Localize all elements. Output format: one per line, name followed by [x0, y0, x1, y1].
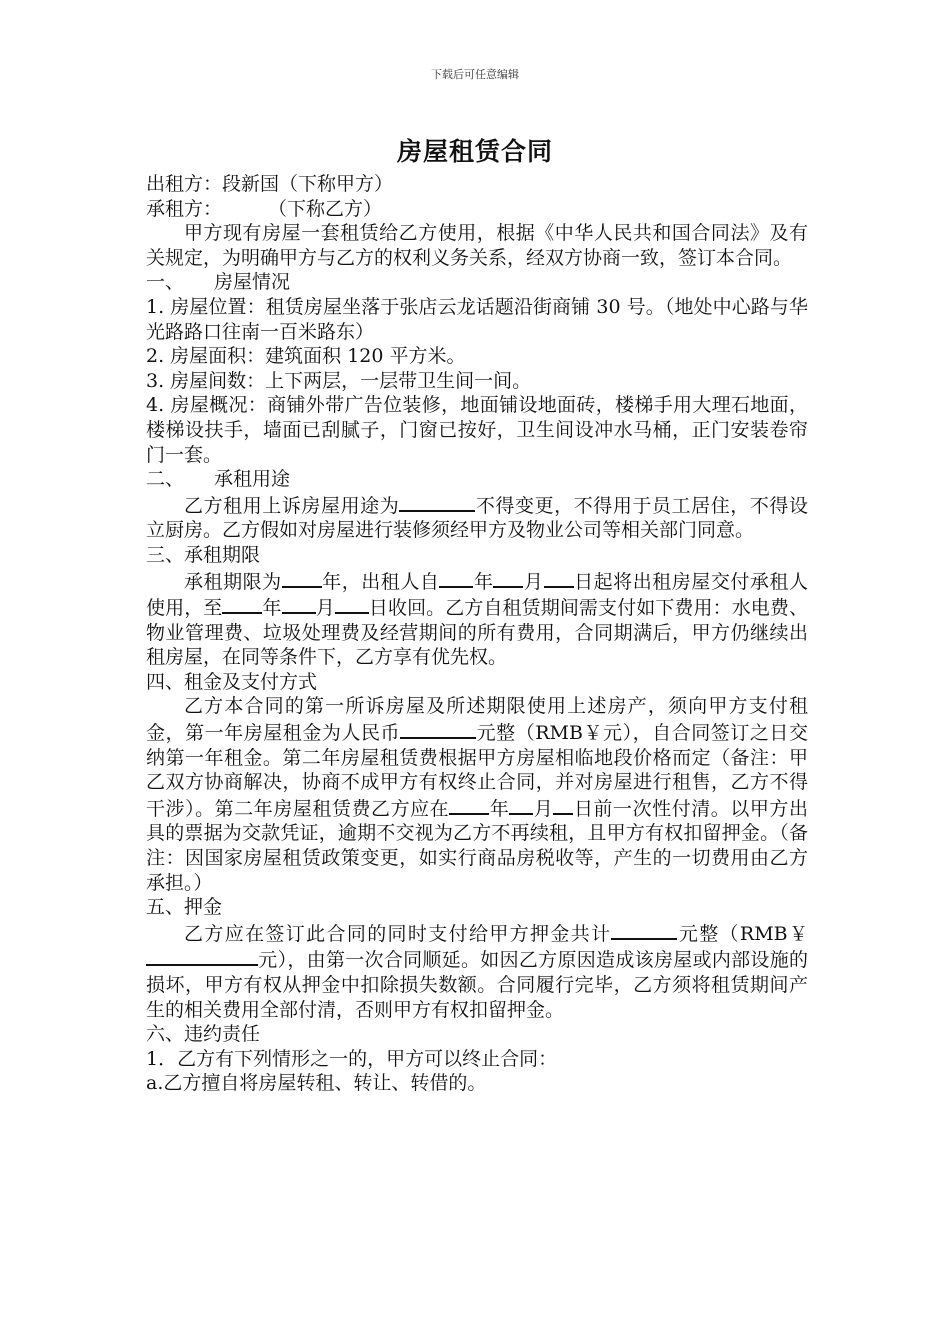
term-text-e: 日起将出租房屋交付承租人使用，至: [146, 570, 808, 620]
deposit-rmb-blank[interactable]: [146, 946, 258, 966]
header-note: 下载后可任意编辑: [431, 68, 519, 81]
lessor-line: 出租方：段新国（下称甲方）: [146, 173, 394, 195]
lessee-label: 承租方：: [146, 197, 223, 220]
section-4-heading: 四、租金及支付方式: [146, 670, 318, 693]
deposit-text-a: 乙方应在签订此合同的同时支付给甲方押金共计: [184, 922, 612, 945]
breach-item-1: 1．乙方有下列情形之一的，甲方可以终止合同：: [146, 1047, 558, 1070]
usage-text-b: 不得变更，不得用于员工居住，不得设立厨房。乙方假如对房屋进行装修须经甲方及物业公司等相关部门同意。: [146, 494, 808, 542]
end-month-blank[interactable]: [282, 594, 316, 614]
section-5-heading: 五、押金: [146, 896, 223, 919]
house-location: 1. 房屋位置：租赁房屋坐落于张店云龙话题沿街商铺 30 号。（地处中心路与华光路路口往南一百米路东）: [146, 295, 808, 343]
term-text-h: 日收回。乙方自租赁期间需支付如下费用：水电费、物业管理费、垃圾处理费及经营期间的所有费用，合同期满后，甲方仍继续出租房屋，在同等条件下，乙方享有优先权。: [146, 597, 808, 669]
house-area: 2. 房屋面积：建筑面积 120 平方米。: [146, 345, 466, 368]
term-text-g: 月: [315, 597, 335, 620]
section-1-heading: [146, 270, 808, 295]
term-text-b: 年，出租人自: [321, 570, 440, 593]
document-title: 房屋租赁合同: [396, 137, 553, 166]
section-1-title: 房屋情况: [214, 271, 291, 294]
rent-text-a: 乙方本合同的第一所诉房屋及所述期限使用上述房产，须向甲方支付租金，第一年房屋租金为人民币: [146, 695, 808, 745]
house-overview: 4. 房屋概况：商铺外带广告位装修，地面铺设地面砖，楼梯手用大理石地面，楼梯设扶手，墙面已刮腻子，门窗已按好，卫生间设冲水马桶，正门安装卷帘门一套。: [146, 394, 808, 466]
rent-text-d: 月: [533, 797, 554, 820]
section-6-heading: 六、违约责任: [146, 1023, 261, 1046]
section-2-heading: [146, 467, 808, 492]
deposit-text-b: 元整（RMB￥: [677, 922, 808, 945]
start-year-blank[interactable]: [439, 568, 473, 588]
end-year-blank[interactable]: [222, 594, 262, 614]
term-text-d: 月: [523, 570, 544, 593]
term-text-c: 年: [473, 570, 494, 593]
usage-blank[interactable]: [399, 492, 475, 512]
start-day-blank[interactable]: [544, 568, 574, 588]
start-month-blank[interactable]: [493, 568, 523, 588]
term-years-blank[interactable]: [282, 568, 322, 588]
deposit-amount-blank[interactable]: [611, 920, 677, 940]
rent-text-c: 年: [489, 797, 510, 820]
rent-text-b: 元整（RMB￥元），自合同签订之日交纳第一年租金。第二年房屋租赁费根据甲方房屋相临地段价格而定（备注：甲乙双方协商解决，协商不成甲方有权终止合同，并对房屋进行租售，乙方不得干涉）。第二年房屋租赁费乙方应在: [146, 722, 808, 820]
contract-body: [146, 172, 808, 1096]
deposit-text-c: 元），由第一次合同顺延。如因乙方原因造成该房屋或内部设施的损坏，甲方有权从押金中扣除损失数额。合同履行完毕，乙方须将租赁期间产生的相关费用全部付清，否则甲方有权扣留押金。: [146, 949, 808, 1021]
section-2-title: 承租用途: [214, 468, 291, 491]
rent-amount-blank[interactable]: [400, 719, 476, 739]
lessee-line: [146, 197, 808, 222]
breach-item-a: a.乙方擅自将房屋转租、转让、转借的。: [146, 1072, 487, 1095]
usage-text-a: 乙方租用上诉房屋用途为: [184, 494, 400, 517]
pay-day-blank[interactable]: [553, 795, 573, 815]
section-3-heading: 三、承租期限: [146, 543, 261, 566]
end-day-blank[interactable]: [335, 594, 369, 614]
rent-paragraph: [146, 694, 808, 895]
pay-year-blank[interactable]: [449, 795, 489, 815]
deposit-paragraph: [146, 920, 808, 1022]
house-rooms: 3. 房屋间数：上下两层，一层带卫生间一间。: [146, 369, 532, 392]
intro-paragraph: 甲方现有房屋一套租赁给乙方使用，根据《中华人民共和国合同法》及有关规定，为明确甲方与乙方的权利义务关系，经双方协商一致，签订本合同。: [146, 222, 808, 269]
usage-paragraph: [146, 492, 808, 543]
term-text-f: 年: [262, 597, 282, 620]
lessee-note: （下称乙方）: [268, 197, 383, 220]
section-2-number: 二、: [146, 468, 185, 491]
pay-month-blank[interactable]: [509, 795, 533, 815]
term-text-a: 承租期限为: [184, 570, 282, 593]
rent-text-e: 日前一次性付清。以甲方出具的票据为交款凭证，逾期不交视为乙方不再续租，且甲方有权扣留押金。（备注：因国家房屋租赁政策变更，如实行商品房税收等，产生的一切费用由乙方承担。）: [146, 797, 808, 894]
section-1-number: 一、: [146, 271, 185, 294]
term-paragraph: [146, 568, 808, 670]
